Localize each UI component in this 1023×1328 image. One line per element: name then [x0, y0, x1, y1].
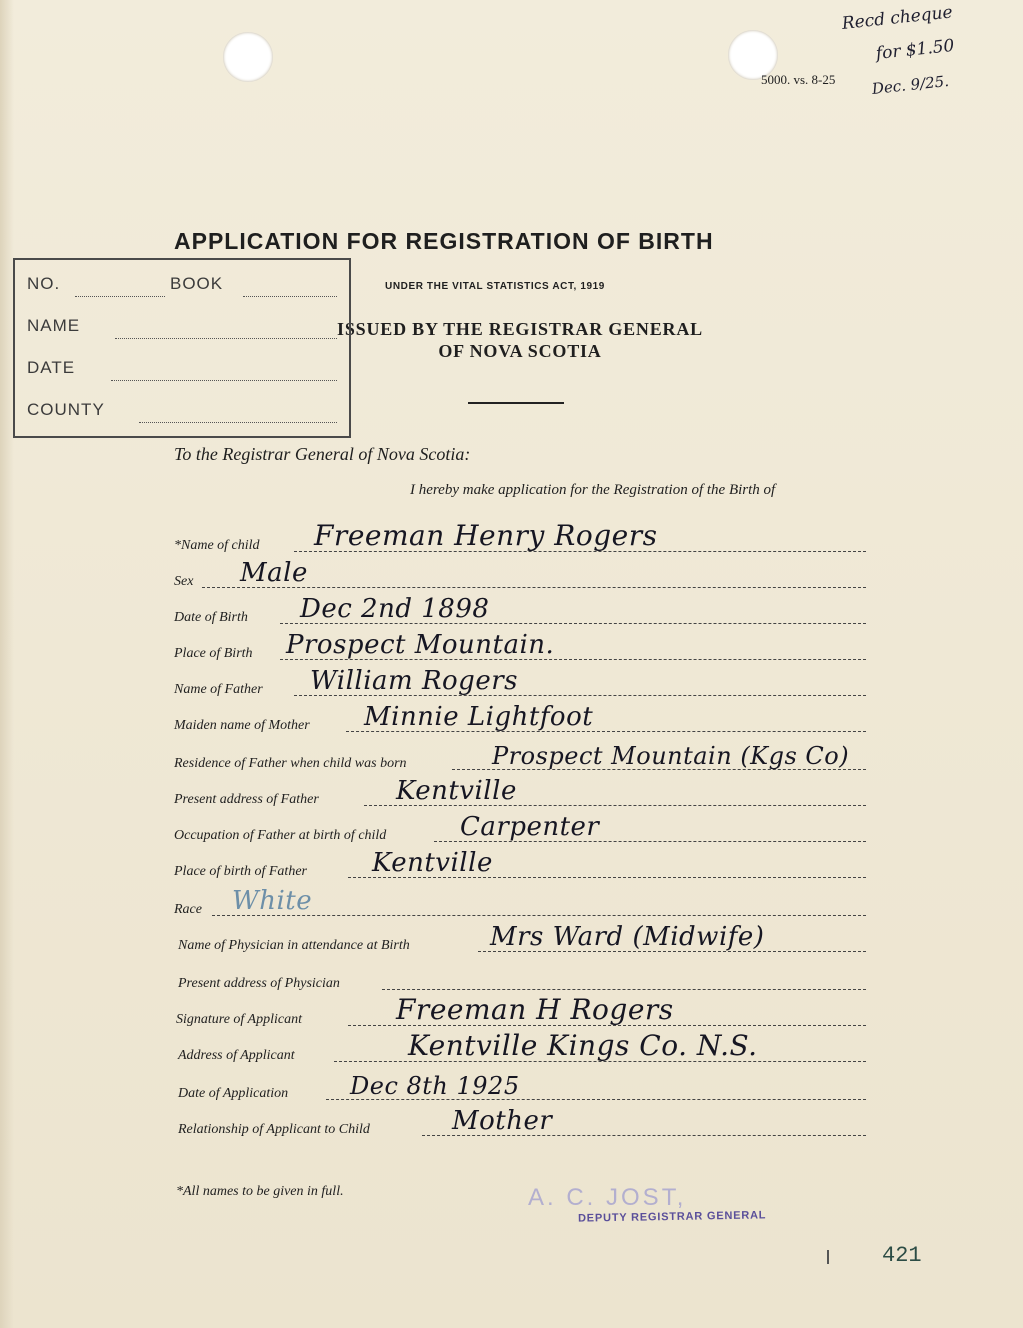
field-label: *Name of child — [174, 538, 260, 553]
field-relationship-to-child — [174, 1104, 866, 1140]
stamp-book-dots — [243, 296, 337, 297]
footnote: *All names to be given in full. — [176, 1184, 344, 1199]
field-name-of-physician — [174, 920, 866, 956]
stamp-date-label: DATE — [27, 358, 76, 377]
field-label: Place of Birth — [174, 646, 253, 661]
field-label: Residence of Father when child was born — [174, 756, 407, 771]
field-race — [174, 884, 866, 920]
field-name-of-father — [174, 664, 866, 700]
field-value: Freeman Henry Rogers — [314, 519, 658, 552]
field-present-address-of-physician — [174, 958, 866, 994]
field-label: Name of Father — [174, 682, 263, 697]
field-label: Occupation of Father at birth of child — [174, 828, 387, 843]
registry-stamp-box — [13, 258, 351, 438]
field-label: Present address of Father — [174, 792, 319, 807]
issuer-line1: ISSUED BY THE REGISTRAR GENERAL — [337, 319, 703, 339]
field-value: William Rogers — [310, 666, 518, 696]
field-place-of-birth-of-father — [174, 846, 866, 882]
field-value: Dec 8th 1925 — [350, 1072, 520, 1100]
stamp-book-label: BOOK — [170, 274, 224, 293]
field-label: Maiden name of Mother — [174, 718, 310, 733]
file-number: 421 — [882, 1243, 922, 1268]
field-label: Present address of Physician — [178, 976, 340, 991]
margin-note-line2: for $1.50 — [874, 35, 956, 64]
field-value: Freeman H Rogers — [396, 993, 674, 1026]
stamp-name-dots — [115, 338, 337, 339]
stamp-name-label: NAME — [27, 316, 81, 335]
official-stamp-name: A. C. JOST, — [528, 1184, 687, 1211]
field-line — [382, 989, 866, 990]
stamp-no-label: NO. — [27, 274, 61, 293]
margin-tick — [827, 1250, 829, 1264]
salutation: To the Registrar General of Nova Scotia: — [174, 444, 471, 464]
field-address-of-applicant — [174, 1030, 866, 1066]
field-maiden-name-of-mother — [174, 700, 866, 736]
field-value: Prospect Mountain. — [286, 630, 555, 660]
official-stamp-title: DEPUTY REGISTRAR GENERAL — [577, 1209, 767, 1225]
stamp-name — [27, 316, 80, 336]
field-label: Date of Birth — [174, 610, 248, 625]
stamp-no-dots — [75, 296, 165, 297]
field-residence-of-father — [174, 738, 866, 774]
form-title: APPLICATION FOR REGISTRATION OF BIRTH — [174, 228, 714, 254]
stamp-date-dots — [111, 380, 337, 381]
field-value: Kentville — [396, 776, 517, 806]
field-label: Place of birth of Father — [174, 864, 307, 879]
stamp-date — [27, 358, 75, 378]
field-value: Carpenter — [460, 812, 600, 842]
stamp-no — [27, 274, 60, 294]
field-occupation-of-father — [174, 810, 866, 846]
issuer-line2: OF NOVA SCOTIA — [438, 341, 602, 361]
field-place-of-birth — [174, 628, 866, 664]
field-value: Prospect Mountain (Kgs Co) — [492, 742, 850, 770]
field-name-of-child — [174, 520, 866, 556]
field-label: Signature of Applicant — [176, 1012, 302, 1027]
field-present-address-of-father — [174, 774, 866, 810]
field-date-of-birth — [174, 592, 866, 628]
field-value: Kentville Kings Co. N.S. — [408, 1029, 758, 1062]
field-label: Sex — [174, 574, 194, 589]
field-label: Address of Applicant — [178, 1048, 295, 1063]
stamp-book — [170, 274, 223, 294]
stamp-county-dots — [139, 422, 337, 423]
field-sex — [174, 556, 866, 592]
field-value: Male — [240, 558, 308, 588]
field-value: Kentville — [372, 848, 493, 878]
field-value: Minnie Lightfoot — [364, 702, 594, 732]
issuer — [300, 318, 740, 362]
field-label: Relationship of Applicant to Child — [178, 1122, 370, 1137]
margin-note-line1: Recd cheque — [840, 2, 954, 34]
form-code: 5000. vs. 8-25 — [761, 72, 836, 87]
field-value: Mrs Ward (Midwife) — [490, 922, 765, 952]
field-signature-of-applicant — [174, 994, 866, 1030]
field-value: White — [232, 886, 313, 916]
field-label: Name of Physician in attendance at Birth — [178, 938, 410, 953]
form-subtitle: UNDER THE VITAL STATISTICS ACT, 1919 — [385, 281, 605, 292]
margin-note-line3: Dec. 9/25. — [871, 71, 950, 98]
field-date-of-application — [174, 1068, 866, 1104]
field-value: Mother — [452, 1106, 553, 1136]
field-label: Date of Application — [178, 1086, 289, 1101]
field-value: Dec 2nd 1898 — [300, 594, 490, 624]
title-rule — [468, 402, 564, 404]
punch-hole-left — [223, 32, 273, 82]
stamp-county — [27, 400, 105, 420]
field-label: Race — [174, 902, 202, 917]
application-intro: I hereby make application for the Registration of the Birth of — [410, 482, 776, 498]
stamp-county-label: COUNTY — [27, 400, 105, 419]
